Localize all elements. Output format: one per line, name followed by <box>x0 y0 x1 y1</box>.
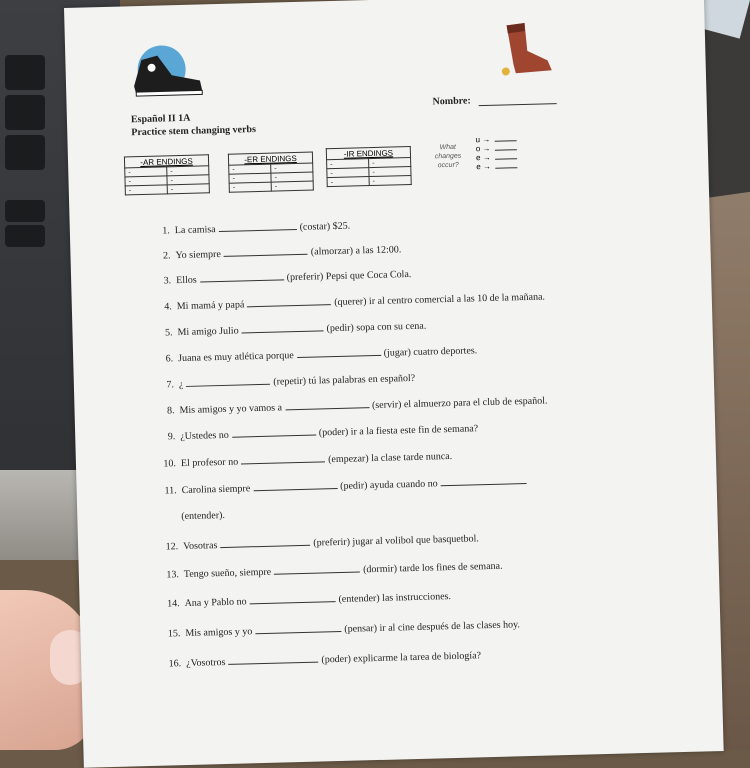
question-prefix: (entender). <box>181 509 226 523</box>
question-number: 11. <box>164 485 177 497</box>
key <box>5 135 45 170</box>
question-suffix: (pensar) ir al cine después de las clases hoy. <box>344 619 521 635</box>
worksheet-subtitle: Practice stem changing verbs <box>131 124 257 139</box>
question-suffix: (preferir) Pepsi que Coca Cola. <box>286 269 412 284</box>
question-number: 7. <box>166 379 175 391</box>
answer-blank[interactable] <box>285 398 369 410</box>
ir-endings-table <box>326 146 412 187</box>
course-title: Español II 1A <box>130 112 191 126</box>
question-suffix: (poder) ir a la fiesta este fin de semana? <box>318 423 479 439</box>
question-prefix: Juana es muy atlética porque <box>178 350 294 365</box>
question-prefix: Vosotras <box>182 540 218 553</box>
question-number: 10. <box>163 458 177 470</box>
question-number: 6. <box>165 353 174 365</box>
answer-blank[interactable] <box>218 220 296 232</box>
question-number: 14. <box>166 598 180 610</box>
question-4 <box>154 290 545 313</box>
question-prefix: Ana y Pablo no <box>184 596 247 610</box>
question-prefix: ¿ <box>178 379 184 391</box>
question-11 <box>158 474 529 497</box>
table-header: -AR ENDINGS <box>124 155 208 168</box>
table-cell[interactable]: - <box>229 164 271 174</box>
question-prefix: ¿Vosotros <box>186 656 226 670</box>
question-suffix: (pedir) ayuda cuando no <box>340 478 438 492</box>
question-suffix: (empezar) la clase tarde nunca. <box>327 450 453 466</box>
question-9 <box>157 421 478 442</box>
table-cell[interactable]: - <box>229 173 271 183</box>
answer-blank[interactable] <box>247 295 331 307</box>
answer-blank[interactable] <box>232 426 316 438</box>
question-prefix: Mis amigos y yo vamos a <box>179 402 283 417</box>
question-prefix: ¿Ustedes no <box>180 429 229 443</box>
table-cell[interactable]: - <box>125 167 167 177</box>
question-2 <box>152 242 401 262</box>
question-prefix: Carolina siempre <box>181 483 251 497</box>
answer-blank[interactable] <box>220 536 310 548</box>
table-cell[interactable]: - <box>229 182 271 192</box>
answer-blank[interactable] <box>186 375 270 387</box>
table-header: -ER ENDINGS <box>228 152 312 165</box>
question-prefix: La camisa <box>174 224 216 237</box>
vowel-changes-list <box>475 134 517 171</box>
table-cell[interactable]: - <box>271 181 313 191</box>
question-16 <box>163 648 481 669</box>
table-header: -IR ENDINGS <box>326 146 410 159</box>
question-number: 8. <box>166 405 175 417</box>
name-blank[interactable] <box>479 103 557 106</box>
worksheet-paper <box>64 0 724 768</box>
answer-blank[interactable] <box>241 321 323 333</box>
question-prefix: Mi mamá y papá <box>176 299 245 313</box>
question-number: 15. <box>167 628 181 640</box>
table-cell[interactable]: - <box>167 175 209 185</box>
table-cell[interactable]: - <box>369 175 411 185</box>
answer-blank[interactable] <box>296 346 380 358</box>
question-8 <box>156 393 547 416</box>
question-prefix: Mi amigo Julio <box>177 325 239 339</box>
question-suffix: (costar) $25. <box>299 220 351 233</box>
key <box>5 55 45 90</box>
question-number: 13. <box>166 569 180 581</box>
question-prefix: Ellos <box>176 274 197 287</box>
question-suffix: (jugar) cuatro deportes. <box>383 345 478 359</box>
table-cell[interactable]: - <box>271 172 313 182</box>
answer-blank[interactable] <box>274 562 360 574</box>
ar-endings-table <box>124 154 210 195</box>
what-changes-label: What changes occur? <box>434 143 462 170</box>
vowel-change-row[interactable] <box>476 161 517 171</box>
table-cell[interactable]: - <box>369 157 411 167</box>
question-1 <box>152 219 351 237</box>
table-cell[interactable]: - <box>271 163 313 173</box>
question-prefix: Mis amigos y yo <box>185 626 253 640</box>
key <box>5 200 45 222</box>
question-suffix: (poder) explicarme la tarea de biología? <box>321 650 482 666</box>
table-cell[interactable]: - <box>167 166 209 176</box>
table-cell[interactable]: - <box>125 176 167 186</box>
cowboy-boot-icon <box>495 20 557 82</box>
table-cell[interactable]: - <box>369 166 411 176</box>
answer-blank[interactable] <box>241 452 325 464</box>
question-number: 1. <box>162 225 171 237</box>
question-suffix: (repetir) tú las palabras en español? <box>273 372 416 388</box>
key <box>5 225 45 247</box>
question-12 <box>160 531 479 552</box>
answer-blank[interactable] <box>224 245 308 257</box>
vowel-change-label: u → <box>475 134 491 145</box>
question-number: 2. <box>162 250 171 262</box>
question-number: 4. <box>164 301 173 313</box>
question-suffix: (servir) el almuerzo para el club de español. <box>371 395 548 412</box>
question-13 <box>161 559 503 581</box>
question-prefix: Tengo sueño, siempre <box>183 566 272 581</box>
question-number: 16. <box>168 658 182 670</box>
question-prefix: El profesor no <box>180 456 239 470</box>
answer-blank[interactable] <box>200 270 284 282</box>
question-number: 12. <box>165 541 179 553</box>
question-number: 5. <box>164 327 173 339</box>
vowel-change-label: o → <box>475 143 491 154</box>
question-14 <box>161 589 451 610</box>
question-suffix: (querer) ir al centro comercial a las 10 de la mañana. <box>334 291 546 309</box>
vowel-change-label: e → <box>476 161 492 172</box>
question-suffix: (entender) las instrucciones. <box>338 591 452 606</box>
question-10 <box>158 449 453 470</box>
answer-blank[interactable] <box>255 622 341 634</box>
table-cell[interactable]: - <box>327 177 369 187</box>
answer-blank[interactable] <box>249 592 335 604</box>
question-7 <box>156 371 416 391</box>
question-prefix: Yo siempre <box>175 248 222 262</box>
question-5 <box>154 319 426 339</box>
key <box>5 95 45 130</box>
table-cell[interactable]: - <box>125 185 167 195</box>
question-6 <box>155 343 477 364</box>
table-cell[interactable]: - <box>167 184 209 194</box>
question-number: 3. <box>163 275 172 287</box>
table-cell[interactable]: - <box>327 159 369 169</box>
question-11-continued <box>181 510 225 522</box>
er-endings-table <box>228 152 314 193</box>
question-15 <box>162 617 520 639</box>
table-cell[interactable]: - <box>327 168 369 178</box>
question-suffix: (preferir) jugar al volibol que basquetbol. <box>313 533 479 549</box>
question-suffix: (dormir) tarde los fines de semana. <box>363 560 503 576</box>
vowel-change-label: e → <box>475 152 491 163</box>
sneaker-icon <box>127 44 208 101</box>
answer-blank[interactable] <box>228 653 318 665</box>
question-number: 9. <box>167 431 176 443</box>
question-suffix: (pedir) sopa con su cena. <box>326 320 427 335</box>
answer-blank[interactable] <box>440 474 526 486</box>
question-3 <box>153 267 412 287</box>
answer-blank[interactable] <box>253 479 337 491</box>
name-label: Nombre: <box>432 95 471 108</box>
question-suffix: (almorzar) a las 12:00. <box>310 244 402 258</box>
